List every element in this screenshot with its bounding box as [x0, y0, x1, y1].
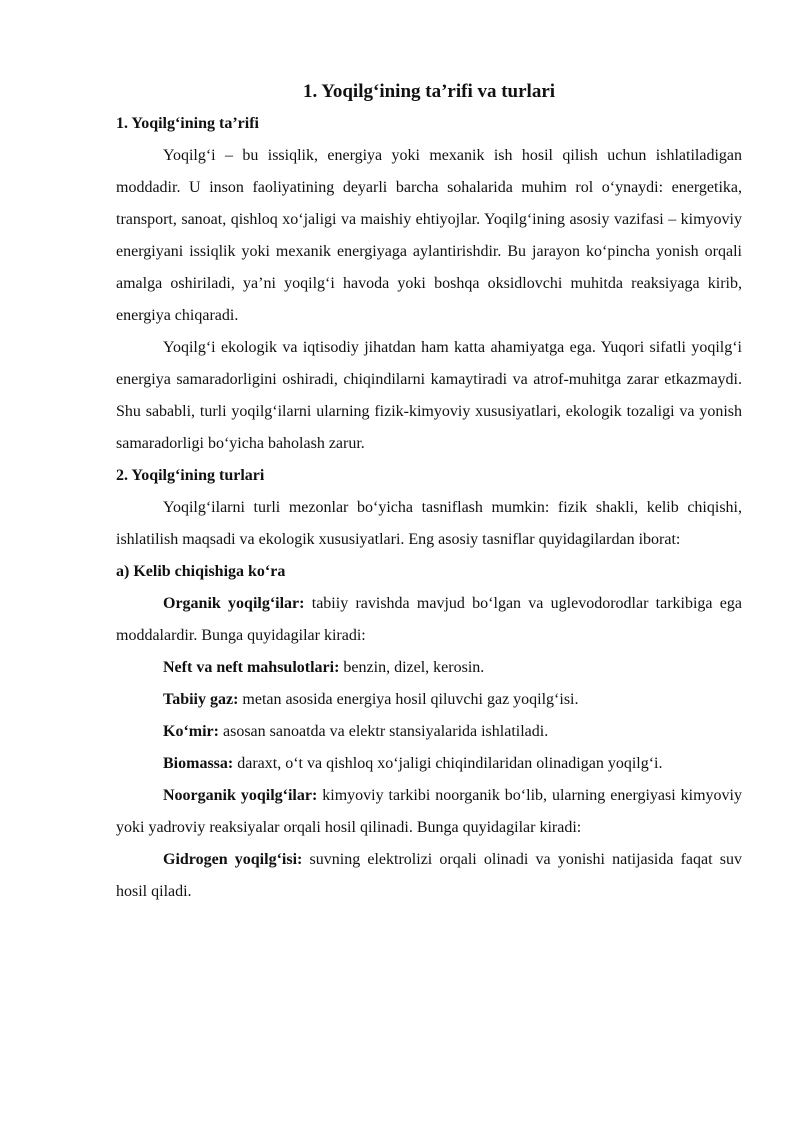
- paragraph-definition-1: Yoqilg‘i – bu issiqlik, energiya yoki mexanik ish hosil qilish uchun ishlatiladigan moddadir. U inson faoliyatining deyarli barcha sohalarida muhim rol o‘ynaydi: energetika, transport, sanoat, qishloq xo‘jaligi va maishiy ehtiyojlar. Yoqilg‘ining asosiy vazifasi – kimyoviy energiyani issiqlik yoki mexanik energiyaga aylantirishdir. Bu jarayon ko‘pincha yonish orqali amalga oshiriladi, ya’ni yoqilg‘i havoda yoki boshqa oksidlovchi muhitda reaksiyaga kirib, energiya chiqaradi.: [116, 147, 742, 324]
- list-item: [116, 684, 742, 716]
- document-page: [116, 80, 742, 908]
- paragraph-organic-fuels: [116, 588, 742, 652]
- definition-hydrogen-fuel: suvning elektrolizi orqali olinadi va yonishi natijasida faqat suv hosil qiladi.: [116, 851, 742, 900]
- subheading-by-origin: a) Kelib chiqishiga ko‘ra: [116, 563, 286, 580]
- paragraph-inorganic-fuels: [116, 780, 742, 844]
- section-heading-definition: 1. Yoqilg‘ining ta’rifi: [116, 115, 259, 132]
- term-organic-fuels: Organik yoqilg‘ilar:: [163, 595, 305, 612]
- list-item-term: Tabiiy gaz:: [163, 691, 239, 708]
- paragraph-hydrogen-fuel: [116, 844, 742, 908]
- list-item-text: benzin, dizel, kerosin.: [339, 659, 485, 676]
- list-item-term: Ko‘mir:: [163, 723, 219, 740]
- list-item-term: Biomassa:: [163, 755, 234, 772]
- definition-organic-fuels: tabiiy ravishda mavjud bo‘lgan va uglevodorodlar tarkibiga ega moddalardir. Bunga quyidagilar kiradi:: [116, 595, 742, 644]
- paragraph-definition-2: Yoqilg‘i ekologik va iqtisodiy jihatdan ham katta ahamiyatga ega. Yuqori sifatli yoqilg‘i energiya samaradorligini oshiradi, chiqindilarni kamaytiradi va atrof-muhitga zarar etkazmaydi. Shu sababli, turli yoqilg‘ilarni ularning fizik-kimyoviy xususiyatlari, ekologik tozaligi va yonish samaradorligi bo‘yicha baholash zarur.: [116, 339, 742, 452]
- list-item-term: Neft va neft mahsulotlari:: [163, 659, 340, 676]
- list-item-text: daraxt, o‘t va qishloq xo‘jaligi chiqindilaridan olinadigan yoqilg‘i.: [233, 755, 663, 772]
- document-title: 1. Yoqilg‘ining ta’rifi va turlari: [302, 81, 556, 102]
- list-item: [116, 748, 742, 780]
- list-item-text: asosan sanoatda va elektr stansiyalarida ishlatiladi.: [218, 723, 549, 740]
- list-item: [116, 652, 742, 684]
- term-inorganic-fuels: Noorganik yoqilg‘ilar:: [163, 787, 318, 804]
- list-item: [116, 716, 742, 748]
- paragraph-types-intro: Yoqilg‘ilarni turli mezonlar bo‘yicha tasniflash mumkin: fizik shakli, kelib chiqishi, ishlatilish maqsadi va ekologik xususiyatlari. Eng asosiy tasniflar quyidagilardan iborat:: [116, 499, 742, 548]
- list-item-text: metan asosida energiya hosil qiluvchi gaz yoqilg‘isi.: [238, 691, 579, 708]
- section-heading-types: 2. Yoqilg‘ining turlari: [116, 467, 265, 484]
- definition-inorganic-fuels: kimyoviy tarkibi noorganik bo‘lib, ularning energiyasi kimyoviy yoki yadroviy reaksiyalar orqali hosil qilinadi. Bunga quyidagilar kiradi:: [116, 787, 742, 836]
- term-hydrogen-fuel: Gidrogen yoqilg‘isi:: [163, 851, 303, 868]
